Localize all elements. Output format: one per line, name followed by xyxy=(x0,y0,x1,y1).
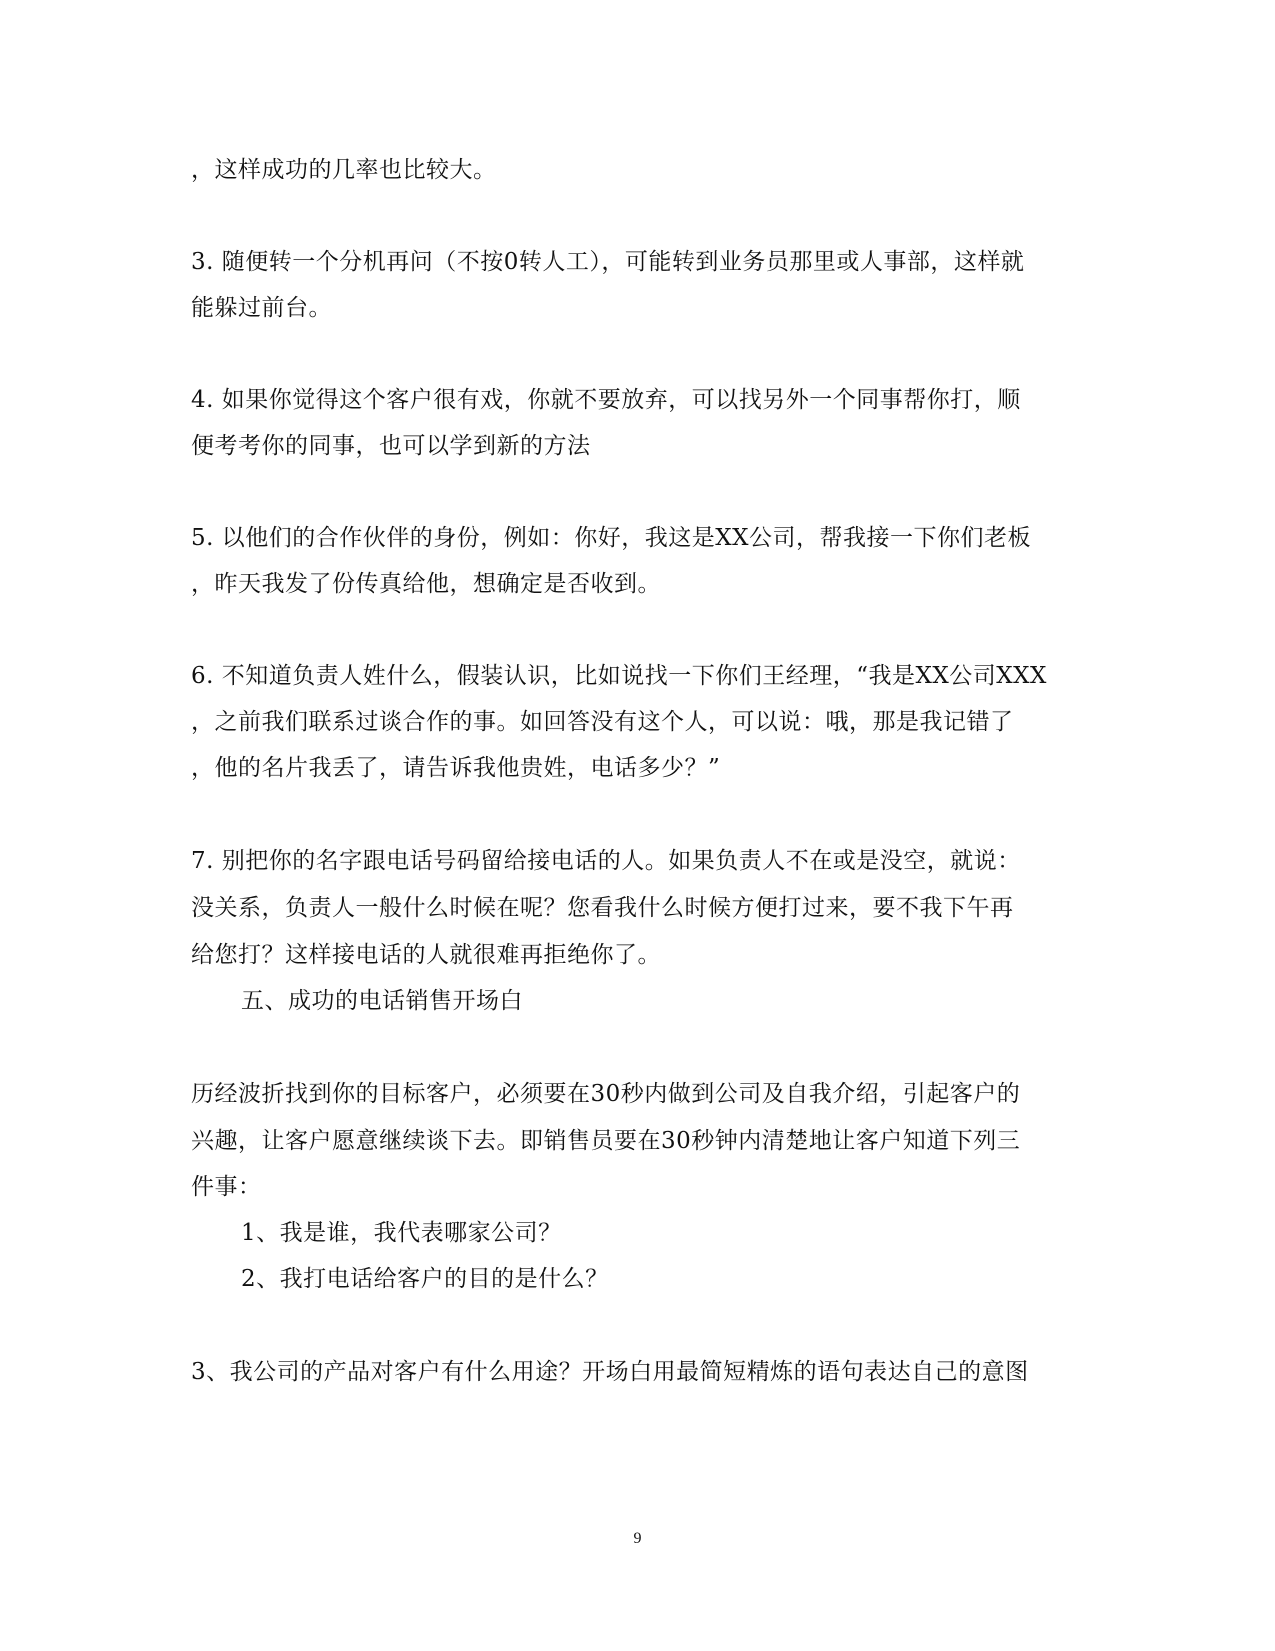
text-line: 7. 别把你的名字跟电话号码留给接电话的人。如果负责人不在或是没空，就说： xyxy=(191,848,1021,874)
text-line: 4. 如果你觉得这个客户很有戏，你就不要放弃，可以找另外一个同事帮你打，顺 xyxy=(191,387,1021,413)
text-line: 3. 随便转一个分机再问（不按0转人工），可能转到业务员那里或人事部，这样就 xyxy=(191,249,1025,275)
page-number: 9 xyxy=(633,1530,642,1547)
text-line: ，他的名片我丢了，请告诉我他贵姓，电话多少？” xyxy=(191,755,721,781)
text-line: 5. 以他们的合作伙伴的身份，例如：你好，我这是XX公司，帮我接一下你们老板 xyxy=(191,525,1032,551)
list-item: 1、我是谁，我代表哪家公司？ xyxy=(241,1220,562,1246)
text-line: 件事： xyxy=(191,1174,262,1200)
text-line: 兴趣，让客户愿意继续谈下去。即销售员要在30秒钟内清楚地让客户知道下列三 xyxy=(191,1128,1021,1154)
section-heading: 五、成功的电话销售开场白 xyxy=(241,988,523,1014)
text-line: ，昨天我发了份传真给他，想确定是否收到。 xyxy=(191,571,661,597)
list-item: 2、我打电话给客户的目的是什么？ xyxy=(241,1266,609,1292)
text-line: ，之前我们联系过谈合作的事。如回答没有这个人，可以说：哦，那是我记错了 xyxy=(191,709,1014,735)
text-line: 6. 不知道负责人姓什么，假装认识，比如说找一下你们王经理，“我是XX公司XXX xyxy=(191,663,1047,689)
text-line: 给您打？这样接电话的人就很难再拒绝你了。 xyxy=(191,942,661,968)
text-line: 没关系，负责人一般什么时候在呢？您看我什么时候方便打过来，要不我下午再 xyxy=(191,895,1014,921)
list-item: 3、我公司的产品对客户有什么用途？开场白用最简短精炼的语句表达自己的意图 xyxy=(191,1359,1029,1385)
text-line: ，这样成功的几率也比较大。 xyxy=(191,157,497,183)
text-line: 便考考你的同事，也可以学到新的方法 xyxy=(191,433,591,459)
text-line: 历经波折找到你的目标客户，必须要在30秒内做到公司及自我介绍，引起客户的 xyxy=(191,1081,1021,1107)
text-line: 能躲过前台。 xyxy=(191,295,332,321)
